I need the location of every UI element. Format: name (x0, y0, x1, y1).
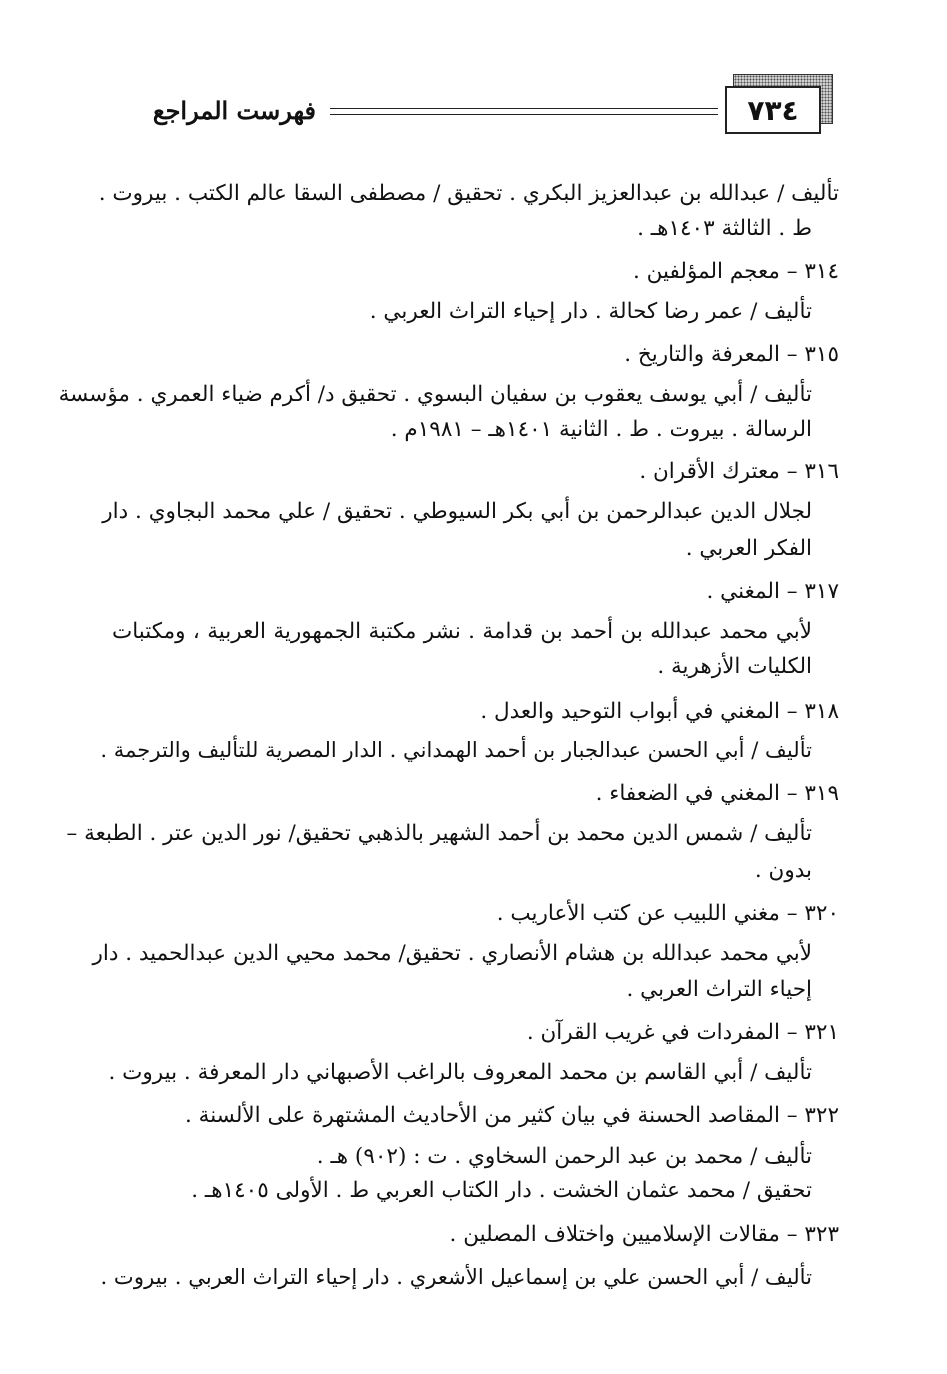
header-rule (330, 108, 718, 115)
page-number-box (725, 86, 821, 134)
entry-text-line: تأليف / أبي القاسم بن محمد المعروف بالراغب الأصبهاني دار المعرفة . بيروت . (108, 1060, 812, 1085)
entry-text-line: تأليف / شمس الدين محمد بن أحمد الشهير بالذهبي تحقيق/ نور الدين عتر . الطبعة – (66, 821, 812, 846)
entry-text-line: تأليف / أبي الحسن عبدالجبار بن أحمد الهمداني . الدار المصرية للتأليف والترجمة . (100, 737, 812, 762)
entry-text-line: الرسالة . بيروت . ط . الثانية ١٤٠١هـ – ١٩٨١م . (390, 417, 812, 442)
entry-title: ٣١٥ – المعرفة والتاريخ . (624, 342, 839, 367)
entry-text-line: تأليف / أبي الحسن علي بن إسماعيل الأشعري . دار إحياء التراث العربي . بيروت . (100, 1264, 812, 1289)
entry-text-line: تأليف / محمد بن عبد الرحمن السخاوي . ت : (٩٠٢) هـ . (316, 1144, 812, 1169)
entry-text-line: لجلال الدين عبدالرحمن بن أبي بكر السيوطي . تحقيق / علي محمد البجاوي . دار (102, 499, 812, 524)
entry-title: ٣٢١ – المفردات في غريب القرآن . (526, 1020, 839, 1045)
entry-title: ٣٢٣ – مقالات الإسلاميين واختلاف المصلين . (449, 1222, 839, 1247)
entry-title: ٣١٤ – معجم المؤلفين . (633, 259, 839, 284)
page-title: فهرست المراجع (152, 96, 316, 125)
entry-text-line: لأبي محمد عبدالله بن أحمد بن قدامة . نشر مكتبة الجمهورية العربية ، ومكتبات (112, 619, 812, 644)
entry-text-line: تأليف / أبي يوسف يعقوب بن سفيان البسوي . تحقيق د/ أكرم ضياء العمري . مؤسسة (58, 382, 812, 407)
entry-text-line: بدون . (754, 858, 812, 883)
entry-text-line: لأبي محمد عبدالله بن هشام الأنصاري . تحقيق/ محمد محيي الدين عبدالحميد . دار (92, 941, 812, 966)
entry-title: ٣١٦ – معترك الأقران . (639, 459, 839, 484)
entry-text-line: تأليف / عمر رضا كحالة . دار إحياء التراث العربي . (369, 299, 812, 324)
entry-text-line: الفكر العربي . (685, 536, 812, 561)
entry-text-line: تأليف / عبدالله بن عبدالعزيز البكري . تحقيق / مصطفى السقا عالم الكتب . بيروت . (98, 181, 839, 206)
entry-title: ٣٢٢ – المقاصد الحسنة في بيان كثير من الأحاديث المشتهرة على الألسنة . (185, 1103, 839, 1128)
entry-text-line: إحياء التراث العربي . (626, 977, 812, 1002)
entry-title: ٣١٩ – المغني في الضعفاء . (595, 781, 839, 806)
entry-title: ٣٢٠ – مغني اللبيب عن كتب الأعاريب . (496, 901, 839, 926)
entry-text-line: ط . الثالثة ١٤٠٣هـ . (637, 216, 812, 241)
entry-title: ٣١٨ – المغني في أبواب التوحيد والعدل . (480, 699, 839, 724)
page-number: ٧٣٤ (747, 93, 799, 127)
entry-text-line: الكليات الأزهرية . (657, 654, 812, 679)
entry-text-line: تحقيق / محمد عثمان الخشت . دار الكتاب العربي ط . الأولى ١٤٠٥هـ . (191, 1178, 812, 1203)
entry-title: ٣١٧ – المغني . (706, 579, 839, 604)
